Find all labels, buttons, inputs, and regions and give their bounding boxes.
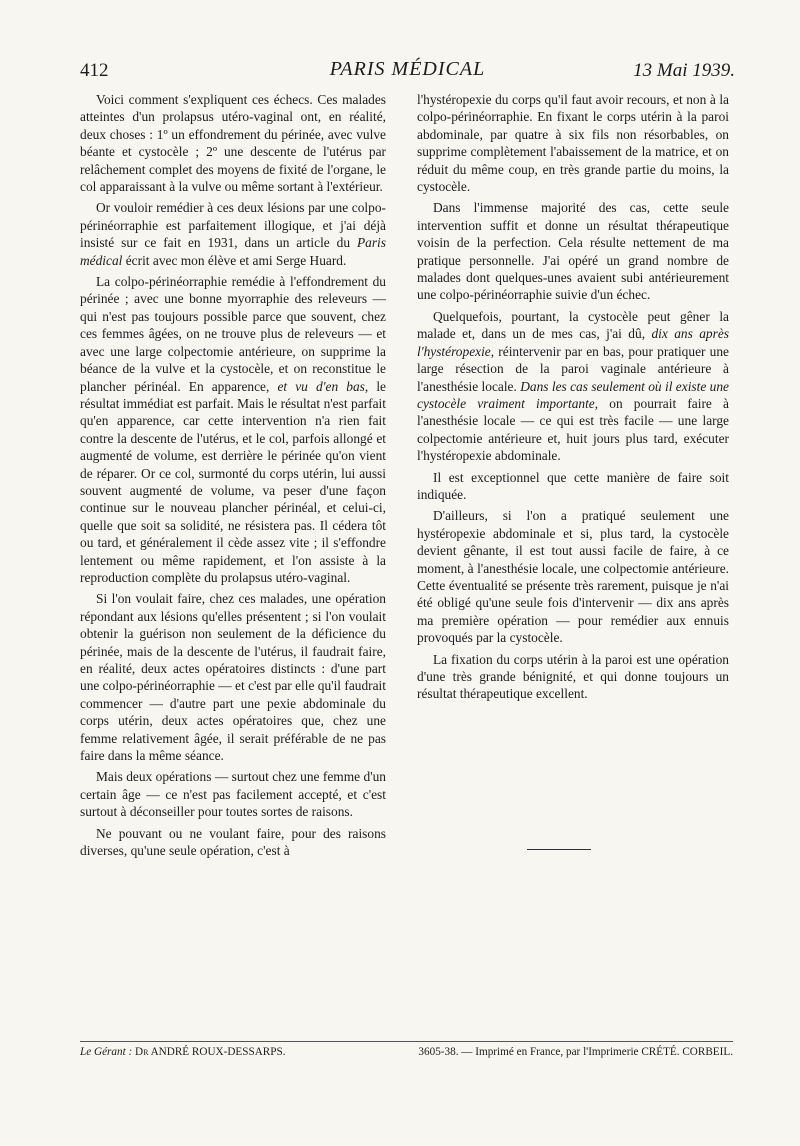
emphasis: Dans les cas seulement où il existe une cystocèle vraiment importante [417, 378, 729, 411]
emphasis: et vu d'en bas [277, 378, 365, 394]
printer-credit: 3605-38. — Imprimé en France, par l'Imprimerie CRÉTÉ. CORBEIL. [418, 1046, 733, 1058]
paragraph: Si l'on voulait faire, chez ces malades, une opération répondant aux lésions qu'elles présentent ; si l'on voulait obtenir la guérison non seulement de la déficience du périnée, mais de la descente de l'utérus, il faudrait faire, en réalité, deux actes opératoires distincts : d'une part une colpo-périnéorraphie — et c'est par elle qu'il faudrait commencer — d'autre part une pexie abdominale du corps utérin, deux actes opératoires que, chez une femme relativement âgée, il serait préférable de ne pas faire dans la même séance. [80, 591, 386, 764]
right-column [417, 91, 729, 707]
footer-rule [80, 1041, 733, 1042]
left-column [80, 91, 386, 863]
paragraph: Or vouloir remédier à ces deux lésions par une colpo-périnéorraphie est parfaitement illogique, et j'ai déjà insisté sur ce fait en 1931, dans un article du Paris médical écrit avec mon élève et ami Serge Huard. [80, 200, 386, 268]
paragraph: l'hystéropexie du corps qu'il faut avoir recours, et non à la colpo-périnéorraphie. En fixant le corps utérin à la paroi abdominale, par quatre à six fils non résorbables, on supprime complètement l'abaissement de la matrice, et on réduit du même coup, en très grande partie du moins, la cystocèle. [417, 92, 729, 195]
journal-title: PARIS MÉDICAL [329, 58, 486, 80]
paragraph: D'ailleurs, si l'on a pratiqué seulement une hystéropexie abdominale et si, plus tard, la cystocèle devient gênante, il est tout aussi facile de faire, à ce moment, à l'anesthésie locale, une colpectomie antérieure. Cette éventualité se présente très rarement, puisque je n'ai été obligé qu'une seule fois d'intervenir — dix ans après ma première opération — pour remédier aux ennuis provoqués par la cystocèle. [417, 508, 729, 646]
paragraph: Ne pouvant ou ne voulant faire, pour des raisons diverses, qu'une seule opération, c'est à [80, 825, 386, 859]
issue-date: 13 Mai 1939. [633, 60, 735, 81]
paragraph: Dans l'immense majorité des cas, cette seule intervention suffit et donne un résultat thérapeutique voisin de la perfection. Cela résulte nettement de ma pratique personnelle. J'ai opéré un grand nombre de malades dont quelques-unes avaient subi antérieurement une colpo-périnéorraphie suivie d'un échec. [417, 200, 729, 303]
section-divider [527, 849, 591, 850]
paragraph: La colpo-périnéorraphie remédie à l'effondrement du périnée ; avec une bonne myorraphie des releveurs — qui n'est pas toujours possible parce que souvent, chez ces femmes âgées, on ne trouve plus de releveurs — et avec une large colpectomie antérieure, on supprime la béance de la vulve et la cystocèle, et on reconstitue le plancher périnéal. En apparence, et vu d'en bas, le résultat immédiat est parfait. Mais le résultat n'est parfait qu'en apparence, car cette intervention n'a rien fait contre la descente de l'utérus, et le col, parfois allongé et augmenté de volume, est derrière le périnée qu'on vient de réparer. Or ce col, surmonté du corps utérin, lui aussi souvent augmenté de volume, va peser d'une façon continue sur le nouveau plancher périnéal, et celui-ci, quelle que soit sa solidité, ne résistera pas. Il cédera tôt ou tard, et généralement il cède assez vite ; il s'effondre lentement ou même rapidement, et l'on assiste à la reproduction complète du prolapsus utéro-vaginal. [80, 274, 387, 585]
paragraph: Il est exceptionnel que cette manière de faire soit indiquée. [417, 469, 729, 502]
manager-credit: Le Gérant : Dr ANDRÉ ROUX-DESSARPS. [80, 1046, 286, 1058]
journal-citation: Paris médical [80, 235, 386, 268]
emphasis: dix ans après l'hystéropexie [417, 326, 729, 359]
paragraph: Quelquefois, pourtant, la cystocèle peut gêner la malade et, dans un de mes cas, j'ai dû, dix ans après l'hystéropexie, réintervenir par en bas, pour pratiquer une large résection de la paroi vaginale antérieure à l'anesthésie locale. Dans les cas seulement où il existe une cystocèle vraiment importante, on pourrait faire à l'anesthésie locale — ce qui est très facile — une large colpectomie antérieure et, huit jours plus tard, exécuter l'hystéropexie abdominale. [417, 308, 729, 464]
paragraph: Voici comment s'expliquent ces échecs. Ces malades atteintes d'un prolapsus utéro-vaginal ont, en réalité, deux choses : 1º un effondrement du périnée, avec vulve béante et cystocèle ; 2º une descente de l'utérus par relâchement complet des moyens de fixité de l'organe, le col apparaissant à la vulve ou même sortant à l'extérieur. [80, 92, 386, 195]
page-header [80, 58, 735, 84]
paragraph: Mais deux opérations — surtout chez une femme d'un certain âge — ce n'est pas facilement accepté, et c'est surtout à déconseiller pour toutes sortes de raisons. [80, 769, 386, 820]
paragraph: La fixation du corps utérin à la paroi est une opération d'une très grande bénignité, et qui donne toujours un résultat thérapeutique excellent. [417, 651, 729, 702]
page-number: 412 [80, 60, 109, 81]
